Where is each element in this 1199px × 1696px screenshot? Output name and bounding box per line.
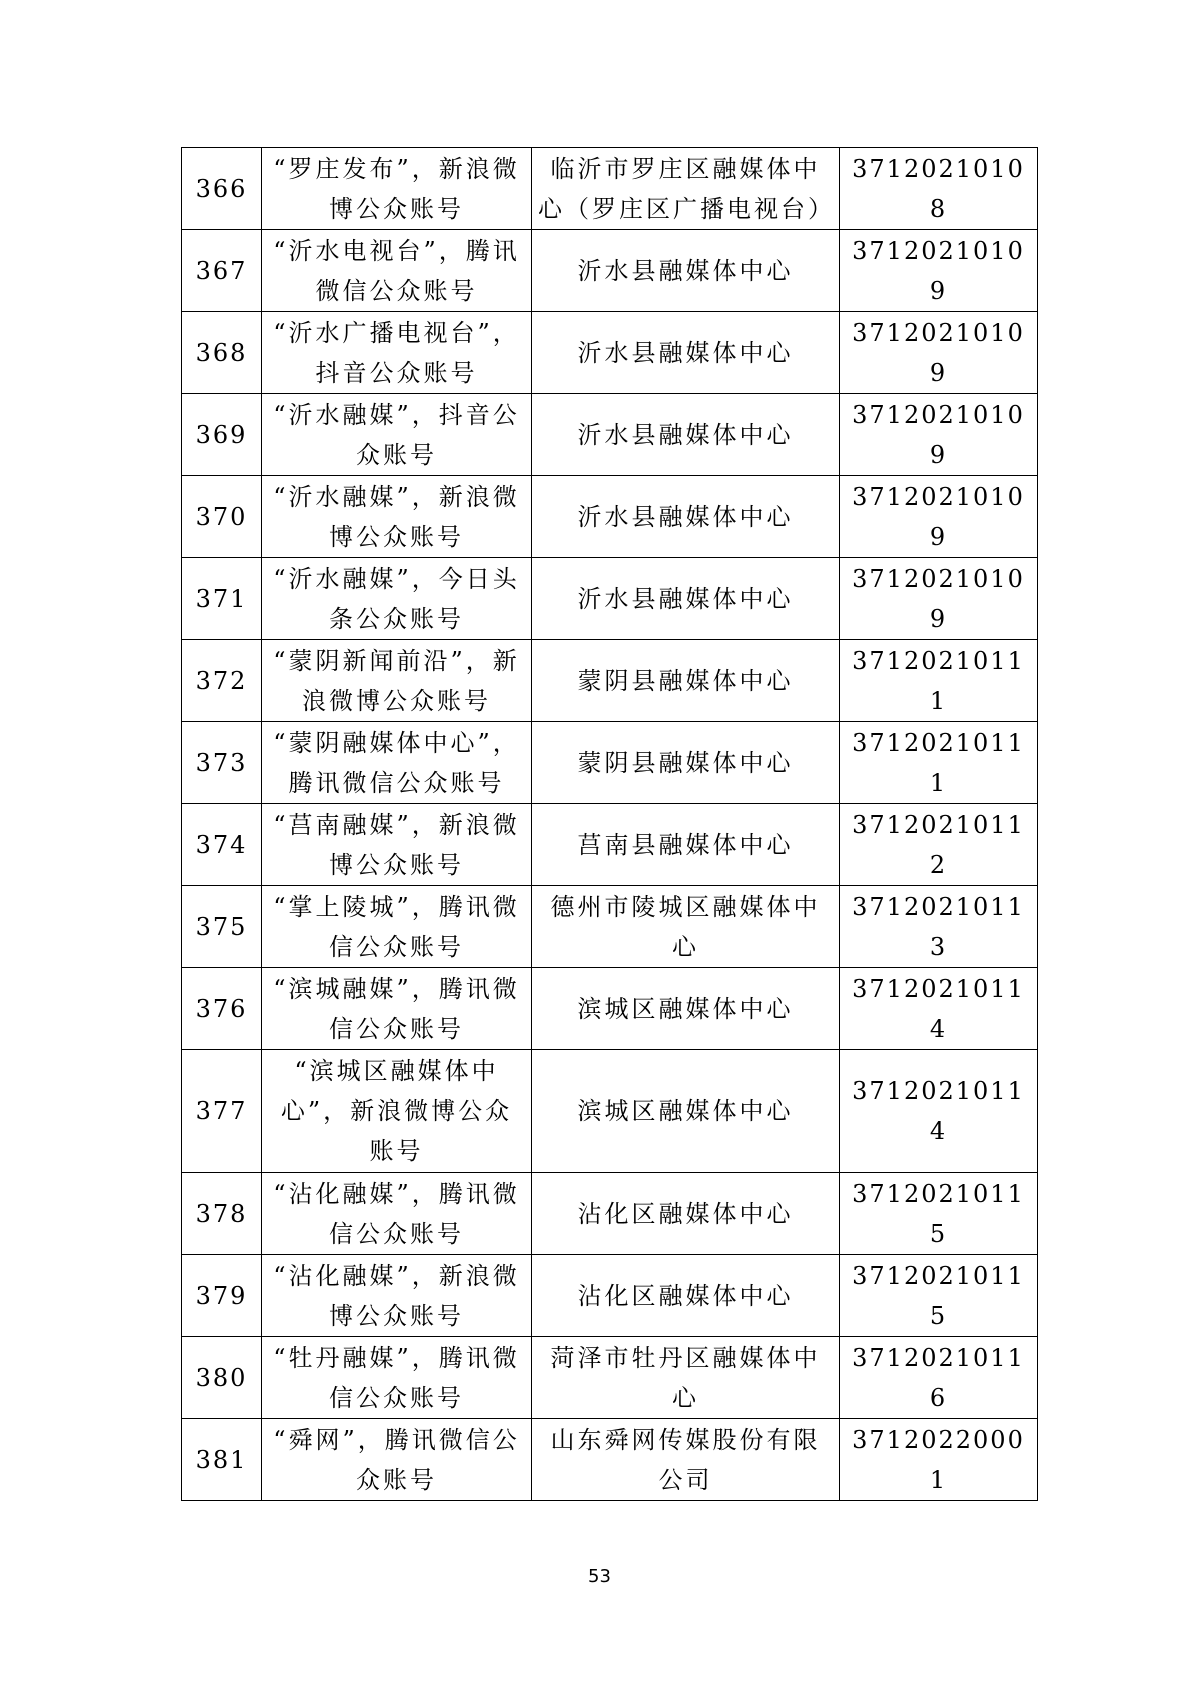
organization-cell: 蒙阴县融媒体中心 (532, 722, 840, 804)
table-row (182, 1255, 1038, 1337)
registration-code-cell: 37120210114 (840, 968, 1038, 1050)
registration-code-cell: 37120210109 (840, 312, 1038, 394)
account-name-cell: “沂水融媒”，今日头条公众账号 (262, 558, 532, 640)
registration-code-cell: 37120210109 (840, 476, 1038, 558)
registration-code-cell: 37120210109 (840, 230, 1038, 312)
organization-cell: 沂水县融媒体中心 (532, 558, 840, 640)
row-number-cell: 373 (182, 722, 262, 804)
organization-cell: 滨城区融媒体中心 (532, 968, 840, 1050)
row-number-cell: 377 (182, 1050, 262, 1173)
organization-cell: 沂水县融媒体中心 (532, 230, 840, 312)
row-number-cell: 381 (182, 1419, 262, 1501)
account-name-cell: “莒南融媒”，新浪微博公众账号 (262, 804, 532, 886)
row-number-cell: 368 (182, 312, 262, 394)
account-name-cell: “沂水融媒”，新浪微博公众账号 (262, 476, 532, 558)
organization-cell: 沾化区融媒体中心 (532, 1255, 840, 1337)
registration-code-cell: 37120210112 (840, 804, 1038, 886)
page-number: 53 (588, 1566, 611, 1587)
table-row (182, 230, 1038, 312)
account-name-cell: “掌上陵城”，腾讯微信公众账号 (262, 886, 532, 968)
row-number-cell: 378 (182, 1173, 262, 1255)
table-row (182, 1050, 1038, 1173)
registration-code-cell: 37120210113 (840, 886, 1038, 968)
organization-cell: 蒙阴县融媒体中心 (532, 640, 840, 722)
table-row (182, 312, 1038, 394)
organization-cell: 山东舜网传媒股份有限公司 (532, 1419, 840, 1501)
account-name-cell: “蒙阴融媒体中心”，腾讯微信公众账号 (262, 722, 532, 804)
table-row (182, 148, 1038, 230)
table-row (182, 1173, 1038, 1255)
organization-cell: 沂水县融媒体中心 (532, 476, 840, 558)
table-row (182, 394, 1038, 476)
organization-cell: 临沂市罗庄区融媒体中心（罗庄区广播电视台） (532, 148, 840, 230)
account-name-cell: “沾化融媒”，新浪微博公众账号 (262, 1255, 532, 1337)
row-number-cell: 375 (182, 886, 262, 968)
organization-cell: 沂水县融媒体中心 (532, 394, 840, 476)
organization-cell: 滨城区融媒体中心 (532, 1050, 840, 1173)
account-name-cell: “沾化融媒”，腾讯微信公众账号 (262, 1173, 532, 1255)
registration-code-cell: 37120210115 (840, 1255, 1038, 1337)
registration-code-cell: 37120210109 (840, 394, 1038, 476)
organization-cell: 莒南县融媒体中心 (532, 804, 840, 886)
account-name-cell: “沂水电视台”，腾讯微信公众账号 (262, 230, 532, 312)
row-number-cell: 379 (182, 1255, 262, 1337)
media-account-table (181, 147, 1038, 1501)
table-row (182, 1419, 1038, 1501)
table-row (182, 558, 1038, 640)
table-row (182, 640, 1038, 722)
table-row (182, 722, 1038, 804)
row-number-cell: 376 (182, 968, 262, 1050)
account-name-cell: “沂水广播电视台”，抖音公众账号 (262, 312, 532, 394)
account-name-cell: “沂水融媒”，抖音公众账号 (262, 394, 532, 476)
organization-cell: 德州市陵城区融媒体中心 (532, 886, 840, 968)
registration-code-cell: 37120210116 (840, 1337, 1038, 1419)
organization-cell: 沾化区融媒体中心 (532, 1173, 840, 1255)
registration-code-cell: 37120210111 (840, 722, 1038, 804)
table-row (182, 476, 1038, 558)
table-body (182, 148, 1038, 1501)
registration-code-cell: 37120220001 (840, 1419, 1038, 1501)
organization-cell: 菏泽市牡丹区融媒体中心 (532, 1337, 840, 1419)
table-row (182, 886, 1038, 968)
row-number-cell: 372 (182, 640, 262, 722)
account-name-cell: “舜网”，腾讯微信公众账号 (262, 1419, 532, 1501)
account-name-cell: “罗庄发布”，新浪微博公众账号 (262, 148, 532, 230)
row-number-cell: 374 (182, 804, 262, 886)
account-name-cell: “滨城区融媒体中心”，新浪微博公众账号 (262, 1050, 532, 1173)
row-number-cell: 371 (182, 558, 262, 640)
registration-code-cell: 37120210115 (840, 1173, 1038, 1255)
account-name-cell: “滨城融媒”，腾讯微信公众账号 (262, 968, 532, 1050)
row-number-cell: 369 (182, 394, 262, 476)
organization-cell: 沂水县融媒体中心 (532, 312, 840, 394)
account-name-cell: “牡丹融媒”，腾讯微信公众账号 (262, 1337, 532, 1419)
registration-code-cell: 37120210114 (840, 1050, 1038, 1173)
registration-code-cell: 37120210111 (840, 640, 1038, 722)
row-number-cell: 370 (182, 476, 262, 558)
row-number-cell: 366 (182, 148, 262, 230)
row-number-cell: 367 (182, 230, 262, 312)
registration-code-cell: 37120210108 (840, 148, 1038, 230)
table-row (182, 1337, 1038, 1419)
row-number-cell: 380 (182, 1337, 262, 1419)
registration-code-cell: 37120210109 (840, 558, 1038, 640)
account-name-cell: “蒙阴新闻前沿”，新浪微博公众账号 (262, 640, 532, 722)
table-row (182, 968, 1038, 1050)
table-row (182, 804, 1038, 886)
